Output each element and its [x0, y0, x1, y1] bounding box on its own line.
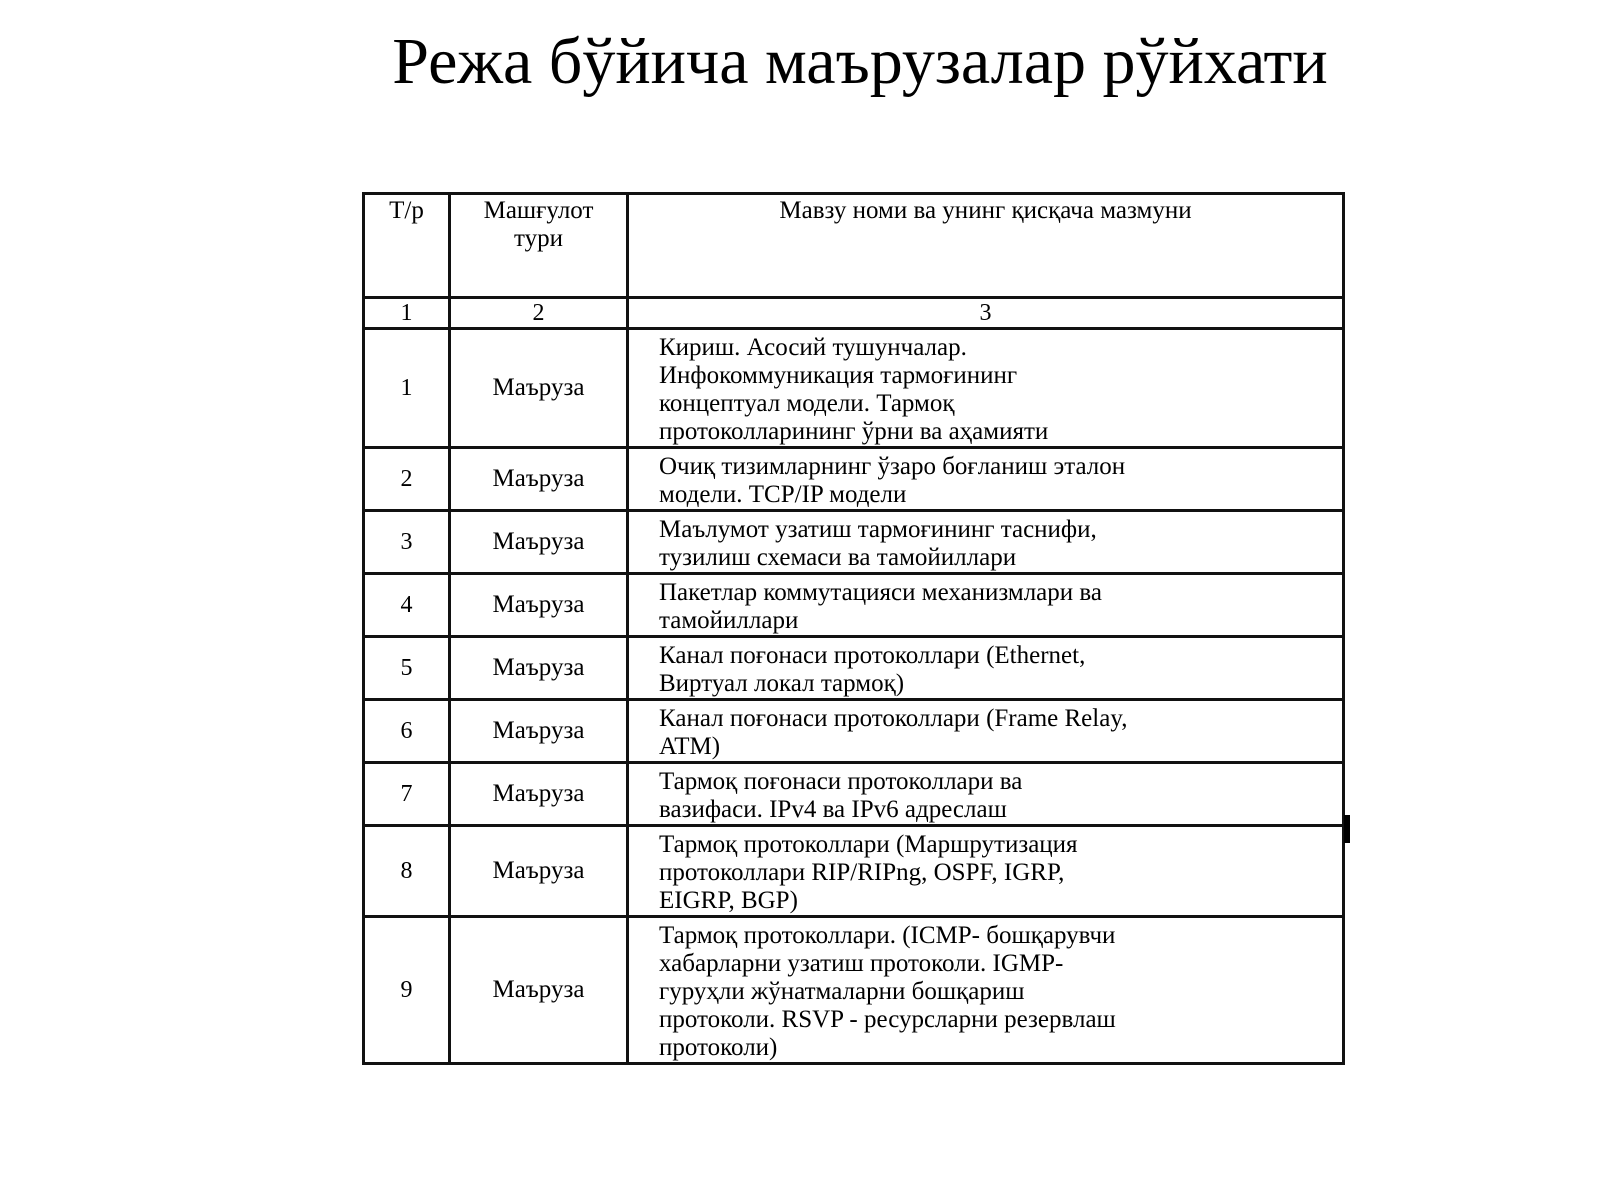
row-number-cell: 9 — [364, 917, 450, 1064]
lecture-table-image — [362, 192, 1345, 1061]
row-number-cell: 4 — [364, 574, 450, 637]
header-cell-topic: Мавзу номи ва унинг қисқача мазмуни — [628, 194, 1344, 298]
table-row — [364, 448, 1344, 511]
topic-line: Очиқ тизимларнинг ўзаро боғланиш эталон — [659, 453, 1126, 480]
row-number-cell: 5 — [364, 637, 450, 700]
topic-line: Тармоқ протоколлари (Маршрутизация — [659, 831, 1078, 858]
table-row — [364, 917, 1344, 1064]
header-type-line: Машғулот — [483, 197, 594, 224]
row-type-cell: Маъруза — [450, 574, 628, 637]
row-type-cell: Маъруза — [450, 511, 628, 574]
topic-line: Пакетлар коммутацияси механизмлари ва — [659, 579, 1102, 606]
table-row — [364, 700, 1344, 763]
table-index-row — [364, 298, 1344, 329]
row-topic-cell — [628, 329, 1344, 448]
row-topic-cell — [628, 917, 1344, 1064]
topic-line: Тармоқ поғонаси протоколлари ва — [659, 768, 1023, 795]
row-topic-cell — [628, 574, 1344, 637]
row-topic-cell — [628, 511, 1344, 574]
table-edge-mark — [1344, 815, 1350, 843]
topic-line: протоколлари RIP/RIPng, OSPF, IGRP, — [659, 859, 1065, 886]
table-row — [364, 826, 1344, 917]
row-number-cell: 1 — [364, 329, 450, 448]
topic-line: Виртуал локал тармоқ) — [659, 670, 905, 697]
row-topic-cell — [628, 700, 1344, 763]
row-topic-cell — [628, 448, 1344, 511]
row-type-cell: Маъруза — [450, 329, 628, 448]
row-number-cell: 7 — [364, 763, 450, 826]
row-type-cell: Маъруза — [450, 637, 628, 700]
row-topic-cell — [628, 826, 1344, 917]
index-cell: 2 — [450, 298, 628, 329]
topic-line: хабарларни узатиш протоколи. IGMP- — [659, 950, 1064, 977]
row-type-cell: Маъруза — [450, 917, 628, 1064]
table-row — [364, 637, 1344, 700]
topic-line: протоколларининг ўрни ва аҳамияти — [659, 418, 1049, 445]
header-type-line: тури — [514, 225, 563, 252]
topic-line: ATM) — [659, 733, 721, 760]
lecture-table — [362, 192, 1345, 1065]
row-type-cell: Маъруза — [450, 700, 628, 763]
topic-line: EIGRP, BGP) — [659, 887, 798, 914]
index-cell: 3 — [628, 298, 1344, 329]
row-type-cell: Маъруза — [450, 763, 628, 826]
topic-line: Маълумот узатиш тармоғининг таснифи, — [659, 516, 1097, 543]
row-number-cell: 8 — [364, 826, 450, 917]
row-number-cell: 6 — [364, 700, 450, 763]
slide-title: Режа бўйича маърузалар рўйхати — [392, 25, 1328, 98]
index-cell: 1 — [364, 298, 450, 329]
topic-line: протоколи) — [659, 1034, 778, 1061]
topic-line: модели. TCP/IP модели — [659, 481, 907, 508]
table-header-row — [364, 194, 1344, 298]
table-row — [364, 329, 1344, 448]
header-cell-number: Т/р — [364, 194, 450, 298]
topic-line: вазифаси. IPv4 ва IPv6 адреслаш — [659, 796, 1007, 823]
topic-line: Тармоқ протоколлари. (ICMP- бошқарувчи — [659, 922, 1116, 949]
header-cell-type — [450, 194, 628, 298]
topic-line: тамойиллари — [659, 607, 799, 634]
topic-line: протоколи. RSVP - ресурсларни резервлаш — [659, 1006, 1116, 1033]
topic-line: Кириш. Асосий тушунчалар. — [659, 334, 967, 361]
topic-line: гуруҳли жўнатмаларни бошқариш — [659, 978, 1025, 1005]
topic-line: Инфокоммуникация тармоғининг — [659, 362, 1018, 389]
row-number-cell: 3 — [364, 511, 450, 574]
topic-line: концептуал модели. Тармоқ — [659, 390, 955, 417]
table-row — [364, 511, 1344, 574]
row-topic-cell — [628, 763, 1344, 826]
row-number-cell: 2 — [364, 448, 450, 511]
row-topic-cell — [628, 637, 1344, 700]
row-type-cell: Маъруза — [450, 826, 628, 917]
topic-line: Канал поғонаси протоколлари (Ethernet, — [659, 642, 1086, 669]
topic-line: тузилиш схемаси ва тамойиллари — [659, 544, 1017, 571]
table-row — [364, 763, 1344, 826]
topic-line: Канал поғонаси протоколлари (Frame Relay, — [659, 705, 1128, 732]
row-type-cell: Маъруза — [450, 448, 628, 511]
table-row — [364, 574, 1344, 637]
